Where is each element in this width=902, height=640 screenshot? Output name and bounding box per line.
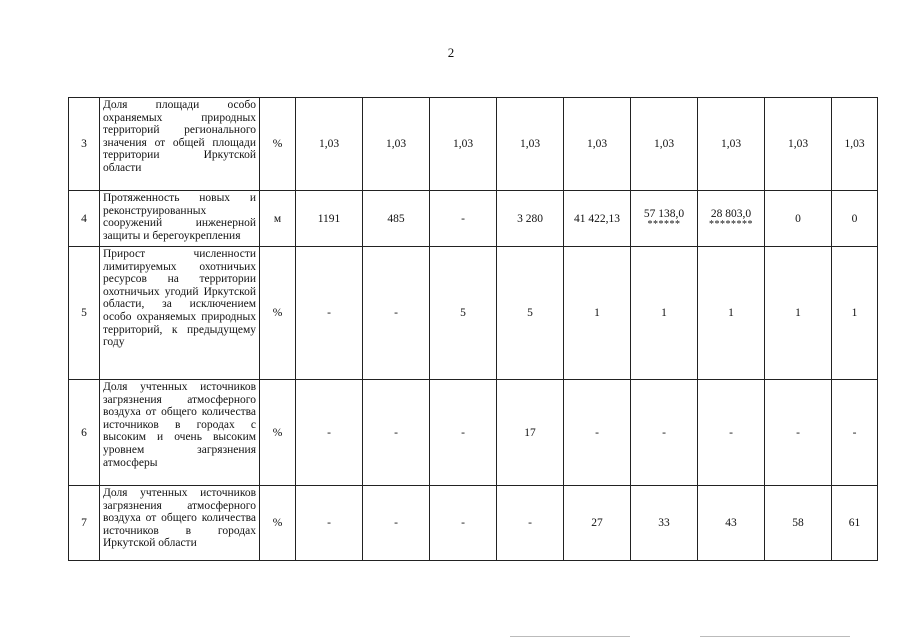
value-text: 1 — [661, 307, 667, 319]
value-cell — [564, 98, 631, 191]
value-text: 0 — [795, 212, 801, 225]
value-cell — [296, 247, 363, 380]
unit-cell: м — [260, 191, 296, 247]
value-text: 28 803,0 — [710, 207, 752, 220]
value-text: 1 — [728, 307, 734, 319]
table-row — [69, 191, 878, 247]
value-text: 33 — [658, 517, 670, 529]
value-cell — [363, 486, 430, 561]
value-cell — [631, 380, 698, 486]
value-cell — [497, 191, 564, 247]
indicator-description: Прирост численности лимитируемых охотничьих ресурсов на территории охотничьих угодий Иркутской области, за исключением особо охраняемых природных территорий, к предыдущему году — [100, 247, 260, 380]
row-number: 7 — [69, 486, 100, 561]
value-cell — [698, 380, 765, 486]
value-text: - — [327, 426, 331, 439]
value-cell — [497, 247, 564, 380]
value-cell — [564, 380, 631, 486]
value-text: - — [327, 307, 331, 319]
value-cell — [832, 380, 878, 486]
value-text: 57 138,0 — [643, 207, 685, 220]
scan-artifact-line — [700, 636, 850, 637]
value-cell — [430, 98, 497, 191]
value-cell — [631, 247, 698, 380]
footnote-marker: ******** — [709, 218, 753, 230]
value-text: 1 — [851, 307, 858, 319]
value-text: 5 — [527, 307, 533, 319]
value-cell — [564, 247, 631, 380]
value-text: 1191 — [317, 212, 341, 225]
table-body — [69, 98, 878, 561]
value-text: 1,03 — [844, 138, 865, 150]
value-cell — [631, 191, 698, 247]
value-text: 1 — [594, 307, 600, 319]
row-number: 6 — [69, 380, 100, 486]
unit-cell: % — [260, 247, 296, 380]
value-cell — [363, 380, 430, 486]
value-cell — [765, 486, 832, 561]
value-text: 27 — [591, 517, 603, 529]
value-text: 61 — [848, 517, 861, 529]
value-cell — [296, 191, 363, 247]
value-cell — [832, 247, 878, 380]
value-text: 1,03 — [787, 138, 809, 150]
value-text: - — [852, 426, 857, 439]
value-cell — [296, 98, 363, 191]
unit-cell: % — [260, 486, 296, 561]
value-cell — [497, 98, 564, 191]
value-cell — [430, 247, 497, 380]
indicator-description: Протяженность новых и реконструированных сооружений инженерной защиты и берегоукрепления — [100, 191, 260, 247]
value-text: - — [662, 426, 666, 439]
value-text: - — [461, 517, 465, 529]
value-cell — [832, 98, 878, 191]
value-cell — [765, 98, 832, 191]
value-cell — [698, 191, 765, 247]
value-cell — [698, 486, 765, 561]
value-text: 17 — [524, 426, 536, 439]
value-text: 1,03 — [318, 138, 340, 150]
value-cell — [698, 247, 765, 380]
value-text: 1 — [795, 307, 801, 319]
value-text: 1,03 — [653, 138, 675, 150]
row-number: 4 — [69, 191, 100, 247]
value-cell — [631, 98, 698, 191]
value-text: 1,03 — [720, 138, 742, 150]
page-number: 2 — [447, 45, 455, 60]
indicator-description: Доля учтенных источников загрязнения атмосферного воздуха от общего количества источников в городах с высоким и очень высоким уровнем загрязнения атмосферы — [100, 380, 260, 486]
value-text: 1,03 — [519, 138, 541, 150]
value-text: 485 — [387, 212, 405, 225]
indicator-description: Доля учтенных источников загрязнения атмосферного воздуха от общего количества источников в городах Иркутской области — [100, 486, 260, 561]
value-text: 43 — [725, 517, 737, 529]
value-cell — [765, 247, 832, 380]
value-cell — [296, 380, 363, 486]
table-row — [69, 247, 878, 380]
value-text: 1,03 — [586, 138, 608, 150]
value-text: 58 — [792, 517, 804, 529]
value-text: - — [394, 307, 398, 319]
value-text: - — [394, 426, 398, 439]
value-cell — [363, 191, 430, 247]
value-text: - — [327, 517, 331, 529]
table-row — [69, 380, 878, 486]
value-cell — [564, 486, 631, 561]
row-number: 3 — [69, 98, 100, 191]
indicator-description: Доля площади особо охраняемых природных территорий регионального значения от общей площади территории Иркутской области — [100, 98, 260, 191]
value-text: 41 422,13 — [574, 212, 620, 225]
value-text: 1,03 — [452, 138, 474, 150]
value-text: - — [796, 426, 800, 439]
value-text: 3 280 — [517, 212, 543, 225]
value-text: - — [528, 517, 532, 529]
value-cell — [430, 486, 497, 561]
value-cell — [363, 98, 430, 191]
value-cell — [832, 191, 878, 247]
indicator-table — [68, 97, 878, 561]
value-cell — [430, 191, 497, 247]
scan-artifact-line — [510, 636, 630, 637]
value-text: - — [461, 212, 465, 225]
value-cell — [765, 380, 832, 486]
value-cell — [698, 98, 765, 191]
value-text: 1,03 — [385, 138, 407, 150]
value-text: - — [595, 426, 599, 439]
table-row — [69, 486, 878, 561]
value-cell — [832, 486, 878, 561]
row-number: 5 — [69, 247, 100, 380]
unit-cell: % — [260, 98, 296, 191]
unit-cell: % — [260, 380, 296, 486]
value-cell — [564, 191, 631, 247]
value-cell — [497, 380, 564, 486]
value-text: - — [394, 517, 398, 529]
value-cell — [631, 486, 698, 561]
value-text: 0 — [851, 212, 858, 225]
value-text: - — [461, 426, 465, 439]
table-row — [69, 98, 878, 191]
value-text: 5 — [460, 307, 466, 319]
value-cell — [430, 380, 497, 486]
footnote-marker: ****** — [647, 218, 681, 230]
value-cell — [765, 191, 832, 247]
value-cell — [497, 486, 564, 561]
value-text: - — [729, 426, 733, 439]
value-cell — [296, 486, 363, 561]
value-cell — [363, 247, 430, 380]
